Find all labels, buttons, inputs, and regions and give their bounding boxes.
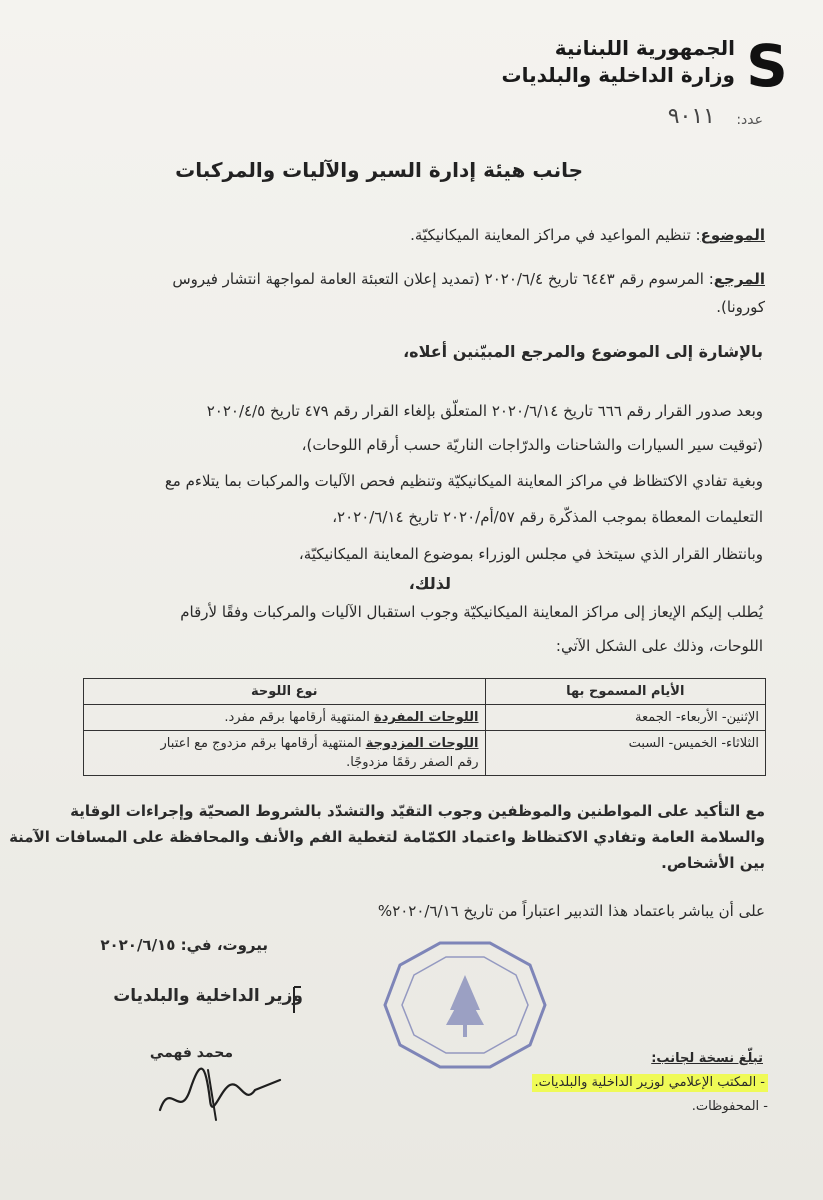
reference-line-1 [172,270,765,288]
plate-type-rest: المنتهية أرقامها برقم مزدوج مع اعتبار [160,736,366,751]
table-header-row [84,679,766,705]
addressee-heading: جانب هيئة إدارة السير والآليات والمركبات [175,158,583,182]
header-republic: الجمهورية اللبنانية [554,36,735,60]
place-and-date: بيروت، في: ٢٠٢٠/٦/١٥ [100,936,268,954]
ministry-logo: S [746,32,788,100]
copies-item-highlighted: - المكتب الإعلامي لوزير الداخلية والبلديات. [532,1074,768,1092]
reference-text-1: : المرسوم رقم ٦٤٤٣ تاريخ ٢٠٢٠/٦/٤ (تمديد إعلان التعبئة العامة لمواجهة انتشار فيروس [172,270,714,288]
intro-line: بالإشارة إلى الموضوع والمرجع المبيّنين أعلاه، [403,342,763,361]
number-value: ٩٠١١ [667,104,715,129]
conclusion-line-3: بين الأشخاص. [661,854,765,872]
table-cell-plate-type [84,731,486,776]
paragraph-4-line-1: يُطلب إليكم الإيعاز إلى مراكز المعاينة الميكانيكيّة وجوب استقبال الآليات والمركبات وفقًا لأرقام [180,603,763,621]
subject-text: : تنظيم المواعيد في مراكز المعاينة الميكانيكيّة. [410,226,701,244]
paragraph-2-line-1: وبغية تفادي الاكتظاظ في مراكز المعاينة الميكانيكيّة وتنظيم فحص الآليات والمركبات بما يتلاءم مع [164,472,763,490]
conclusion-line-2: والسلامة العامة وتفادي الاكتظاظ واعتماد الكمّامة لتغطية الفم والأنف والمحافظة على المسافات الآمنة [9,828,765,846]
table-cell-days: الثلاثاء- الخميس- السبت [485,731,766,776]
table-cell-plate-type [84,705,486,731]
table-row [84,705,766,731]
official-stamp-icon [380,935,550,1075]
reference-line-2: كورونا). [716,298,765,316]
paragraph-1-line-1: وبعد صدور القرار رقم ٦٦٦ تاريخ ٢٠٢٠/٦/١٤ المتعلّق بإلغاء القرار رقم ٤٧٩ تاريخ ٢٠٢٠/٤/٥ [206,402,763,420]
signer-name: محمد فهمي [149,1045,233,1061]
header-ministry: وزارة الداخلية والبلديات [501,63,735,87]
paragraph-1-line-2: (توقيت سير السيارات والشاحنات والدرّاجات الناريّة حسب أرقام اللوحات)، [301,436,763,454]
subject-line [410,226,765,244]
therefore-heading: لذلك، [408,574,451,593]
reference-label: المرجع [713,270,765,288]
table-header-plate-type: نوع اللوحة [84,679,486,705]
copies-item: - المحفوظات. [691,1099,768,1114]
subject-label: الموضوع [700,226,765,244]
conclusion-line-1: مع التأكيد على المواطنين والموظفين وجوب التقيّد والتشدّد بالشروط الصحيّة وإجراءات الوقاية [70,802,765,820]
paragraph-3-line-1: وبانتظار القرار الذي سيتخذ في مجلس الوزراء بموضوع المعاينة الميكانيكيّة، [298,545,763,563]
plate-type-bold: اللوحات المزدوجة [365,736,479,751]
plate-type-line-2: رقم الصفر رقمًا مزدوجًا. [346,755,479,770]
paragraph-4-line-2: اللوحات، وذلك على الشكل الآتي: [555,637,763,655]
copies-title: تبلّغ نسخة لجانب: [651,1051,763,1066]
handwritten-signature-icon [150,1050,290,1130]
table-cell-days: الإثنين- الأربعاء- الجمعة [485,705,766,731]
signer-title: وزير الداخلية والبلديات [113,986,303,1006]
plates-schedule-table [83,678,766,776]
number-label: عدد: [736,112,763,128]
effective-date-line: على أن يباشر باعتماد هذا التدبير اعتباراً من تاريخ ٢٠٢٠/٦/١٦% [377,902,765,920]
table-header-days: الأيام المسموح بها [485,679,766,705]
plate-type-rest: المنتهية أرقامها برقم مفرد. [224,710,375,725]
paragraph-2-line-2: التعليمات المعطاة بموجب المذكّرة رقم ٥٧/أم/٢٠٢٠ تاريخ ٢٠٢٠/٦/١٤، [332,508,763,526]
table-row [84,731,766,776]
plate-type-bold: اللوحات المفردة [374,710,479,725]
